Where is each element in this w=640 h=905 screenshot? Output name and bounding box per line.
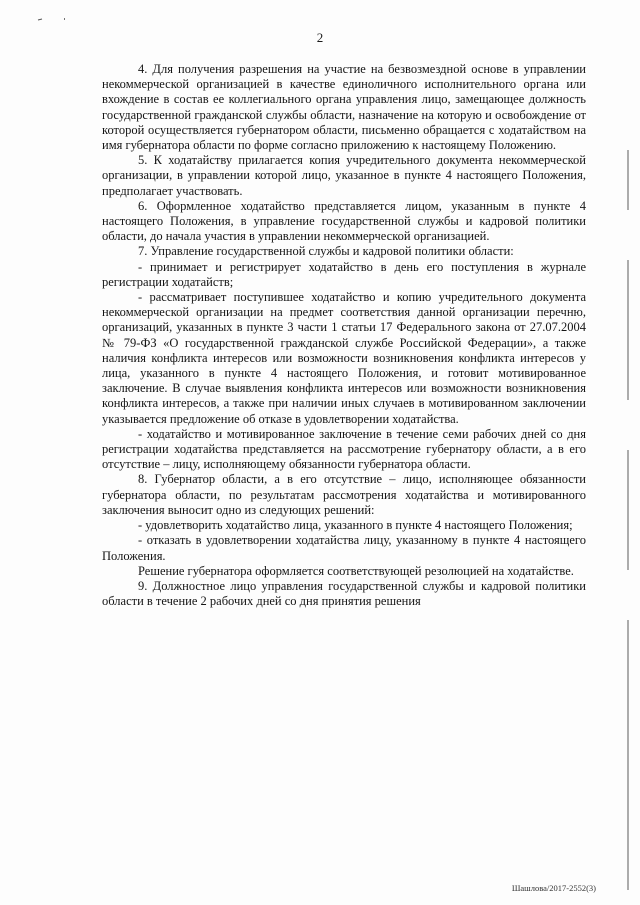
paragraph-4: 4. Для получения разрешения на участие на безвозмездной основе в управлении некоммерческой организацией в качестве единоличного исполнительного органа или вхождение в состав ее коллегиального органа управления лицо, замещающее должность государственной гражданской службы области, назначение на которую и освобождение от которой осуществляется губернатором области, письменно обращается с ходатайством на имя губернатора области по форме согласно приложению к настоящему Положению.: [102, 62, 586, 153]
paragraph-9: 9. Должностное лицо управления государственной службы и кадровой политики области в течение 2 рабочих дней со дня принятия решения: [102, 578, 586, 609]
document-footer-code: Шашлова/2017-2552(3): [511, 883, 596, 893]
scan-edge-line: [626, 150, 630, 890]
paragraph-7-heading: 7. Управление государственной службы и кадровой политики области:: [138, 244, 514, 259]
scan-artifact-marks: [20, 14, 80, 24]
document-body: [102, 62, 586, 609]
paragraph-decision: Решение губернатора оформляется соответствующей резолюцией на ходатайстве.: [138, 563, 574, 578]
paragraph-6: 6. Оформленное ходатайство представляется лицом, указанным в пункте 4 настоящего Положения, в управление государственной службы и кадровой политики области, до начала участия в управлении некоммерческой организацией.: [102, 198, 586, 244]
paragraph-5: 5. К ходатайству прилагается копия учредительного документа некоммерческой организации, в управлении которой лицо, указанное в пункте 4 настоящего Положения, предполагает участвовать.: [102, 153, 586, 198]
paragraph-7-item-3: - ходатайство и мотивированное заключение в течение семи рабочих дней со дня регистрации ходатайства представляется на рассмотрение губернатору области, а в его отсутствие – лицу, исполняющему обязанности губернатора области.: [102, 426, 586, 472]
paragraph-8: 8. Губернатор области, а в его отсутствие – лицо, исполняющее обязанности губернатора области, по результатам рассмотрения ходатайства и мотивированного заключения выносит одно из следующих решений:: [102, 472, 586, 517]
paragraph-8-option-1: - удовлетворить ходатайство лица, указанного в пункте 4 настоящего Положения;: [138, 518, 573, 533]
paragraph-7-item-1: - принимает и регистрирует ходатайство в день его поступления в журнале регистрации ходатайств;: [102, 259, 586, 289]
paragraph-8-option-2: - отказать в удовлетворении ходатайства лицу, указанному в пункте 4 настоящего Положения.: [102, 533, 586, 563]
page-number: 2: [316, 30, 324, 45]
paragraph-7-item-2: - рассматривает поступившее ходатайство и копию учредительного документа некоммерческой организации на предмет соответствия данной организации перечню, организаций, указанных в пункте 3 части 1 статьи 17 Федерального закона от 27.07.2004 № 79-ФЗ «О государственной гражданской службе Российской Федерации», а также наличия конфликта интересов или возможности возникновения конфликта интересов у лица, указанного в пункте 4 настоящего Положения, и готовит мотивированное заключение. В случае выявления конфликта интересов или возможности возникновения конфликта интересов, а также при наличии иных случаев в мотивированном заключении указывается предложение об отказе в удовлетворении ходатайства.: [102, 290, 586, 426]
